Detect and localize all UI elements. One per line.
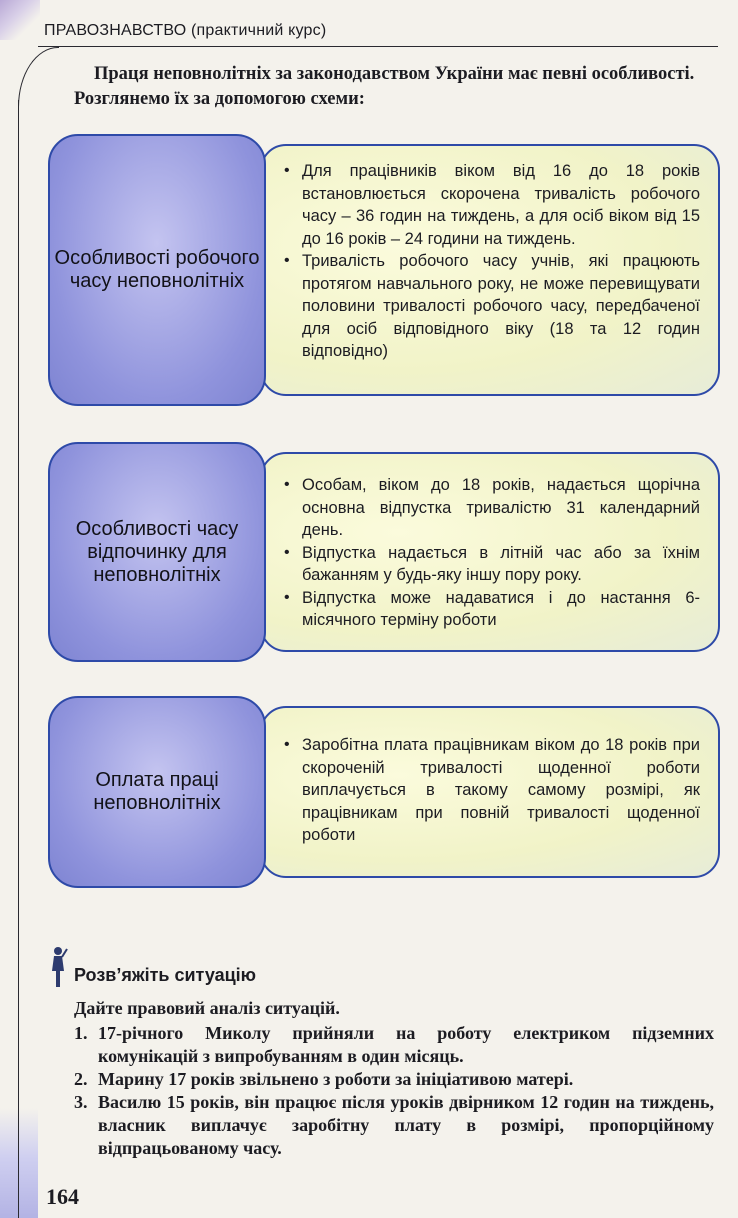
scheme-content-box [260,144,720,396]
scheme-point [282,542,700,587]
task-number: 2. [74,1069,88,1089]
scheme-point [282,250,700,363]
scheme-block-rest-time [48,442,720,662]
scheme-point [282,587,700,632]
scheme-content-box [260,706,720,878]
scheme-point-text: Відпустка може надаватися і до настання 6-місячного терміну роботи [302,588,700,629]
running-header: ПРАВОЗНАВСТВО (практичний курс) [44,22,327,39]
header-rule [38,46,718,47]
task-number: 3. [74,1092,88,1112]
page-number: 164 [46,1184,79,1209]
task-item [74,1068,714,1091]
scheme-point-text: Заробітна плата працівникам віком до 18 років при скороченій тривалості щоденної роботи виплачується в такому самому розмірі, як працівникам при повній тривалості щоденної роботи [302,736,700,844]
task-item [74,1091,714,1160]
bullet-icon: • [284,736,290,753]
corner-decoration [0,0,40,40]
scheme-block-working-time [48,134,720,406]
scheme-point-text: Відпустка надається в літній час або за їхнім бажанням у будь-яку іншу пору року. [302,543,700,584]
scheme-point-text: Особам, віком до 18 років, надається щорічна основна відпустка тривалістю 31 календарний день. [302,476,700,539]
scheme-label-box: Особливості робочого часу неповнолітніх [48,134,266,406]
scheme-label-box: Особливості часу відпочинку для неповнолітніх [48,442,266,662]
task-item [74,1022,714,1068]
scheme-point [282,160,700,250]
bullet-icon: • [284,476,290,493]
bullet-icon: • [284,252,290,269]
task-intro: Дайте правовий аналіз ситуацій. [74,998,340,1018]
scheme-point [282,474,700,542]
corner-decoration-bottom [0,1108,38,1218]
bullet-icon: • [284,162,290,179]
frame-line [18,100,19,1218]
scheme-points [282,734,700,847]
task-text: Марину 17 років звільнено з роботи за ініціативою матері. [98,1069,574,1089]
scheme-point [282,734,700,847]
task-list [74,1022,714,1160]
intro-paragraph: Праця неповнолітніх за законодавством України має певні особливості. Розглянемо їх за допомогою схеми: [74,64,695,109]
scheme-content-box [260,452,720,652]
person-figure-icon [46,945,68,989]
task-text: 17-річного Миколу прийняли на роботу електриком підземних комунікацій з випробуванням в один місяць. [98,1023,714,1066]
task-title: Розв’яжіть ситуацію [74,965,257,985]
scheme-point-text: Тривалість робочого часу учнів, які працюють протягом навчального року, не може перевищувати половини тривалості робочого часу, передбаченої для осіб відповідного віку (18 та 12 годин відповідно) [302,252,700,360]
scheme-points [282,160,700,363]
scheme-block-pay [48,696,720,888]
bullet-icon: • [284,588,290,606]
task-number: 1. [74,1023,88,1043]
task-text: Василю 15 років, він працює після уроків двірником 12 годин на тиждень, власник виплачує заробітну плату в розмірі, пропорційному відпрацьованому часу. [98,1092,714,1158]
bullet-icon: • [284,543,290,561]
scheme-point-text: Для працівників віком від 16 до 18 років встановлюється скорочена тривалість робочого часу – 36 годин на тиждень, а для осіб віком від 15 до 16 років – 24 години на тиждень. [302,162,700,248]
frame-curve [18,47,59,108]
scheme-label-box: Оплата праці неповнолітніх [48,696,266,888]
scheme-points [282,474,700,632]
